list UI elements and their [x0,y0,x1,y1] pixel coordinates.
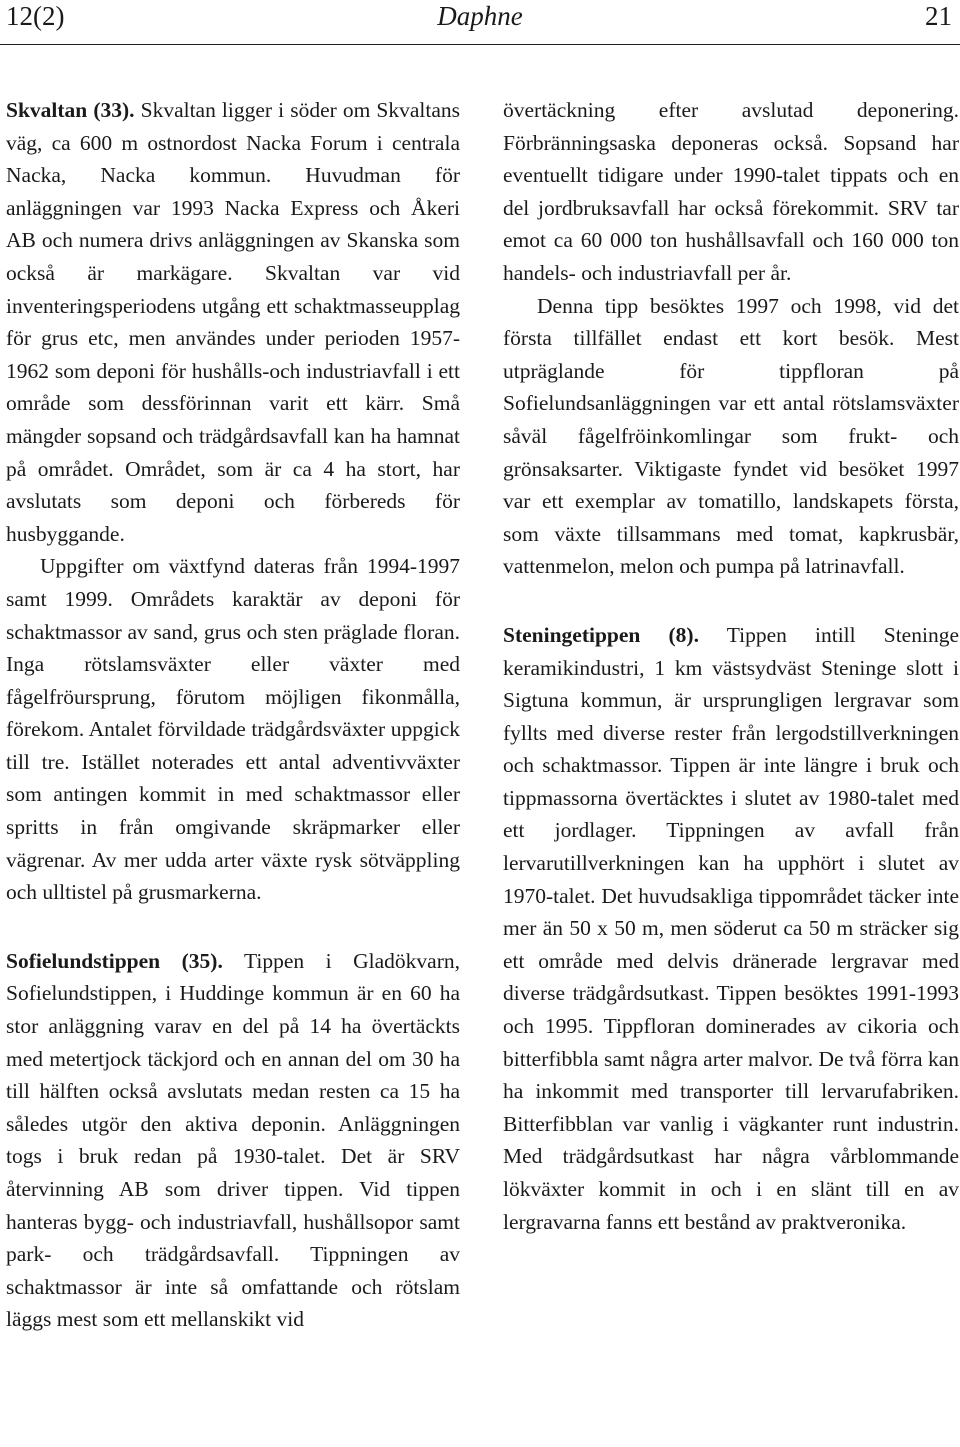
page-number: 21 [925,1,952,31]
running-head [0,0,960,40]
sofielund-heading: Sofielundstippen (35). [6,948,223,973]
steninge-paragraph [503,619,959,1238]
sofielund-paragraph-2: Denna tipp besöktes 1997 och 1998, vid det första tillfället endast ett kort besök. Mest utpräglande för tippfloran på Sofielundsanläggningen var ett antal rötslamsväxter såväl fågelfröinkomlingar som frukt- och grönsaksarter. Viktigaste fyndet vid besöket 1997 var ett exemplar av tomatillo, landskapets första, som växte tillsammans med tomat, kapkrusbär, vattenmelon, melon och pumpa på latrinavfall. [503,293,959,579]
skvaltan-text: Skvaltan ligger i söder om Skvaltans väg, ca 600 m ostnordost Nacka Forum i centrala Nacka, Nacka kommun. Huvudman för anläggningen var 1993 Nacka Express och Åkeri AB och numera drivs anläggningen av Skanska som också är markägare. Skvaltan var vid inventeringsperiodens utgång ett schaktmasseupplag för grus etc, men användes under perioden 1957-1962 som deponi för hushålls-och industriavfall i ett område som dessförinnan varit ett kärr. Små mängder sopsand och trädgårdsavfall kan ha hamnat på området. Området, som är ca 4 ha stort, har avslutats som deponi och förbereds för husbyggande. [6,98,461,546]
skvaltan-paragraph [6,94,460,550]
sofielund-paragraph [6,945,460,1336]
volume-issue: 12(2) [6,1,65,31]
skvaltan-paragraph-2: Uppgifter om växtfynd dateras från 1994-1997 samt 1999. Områdets karaktär av deponi för schaktmassor av sand, grus och sten präglade floran. Inga rötslamsväxter eller växter med fågelfröursprung, förutom möjligen fikonmålla, förekom. Antalet förvildade trädgårdsväxter uppgick till tre. Istället noterades ett antal adventivväxter som antingen kommit in med schaktmassor eller spritts in från omgivande skräpmarker eller vägrenar. Av mer udda arter växte rysk sötväppling och ulltistel på grusmarkerna. [6,554,460,905]
left-column [6,94,460,1336]
journal-title: Daphne [437,1,523,31]
right-column [503,94,959,1238]
sofielund-continuation: övertäckning efter avslutad deponering. Förbränningsaska deponeras också. Sopsand har eventuellt tidigare under 1990-talet tippats och en del jordbruksavfall har också förekommit. SRV tar emot ca 60 000 ton hushållsavfall och 160 000 ton handels- och industriavfall per år. [503,98,959,285]
steninge-text: Tippen intill Steninge keramikindustri, 1 km västsydväst Steninge slott i Sigtuna kommun, är ursprungligen lergravar som fyllts med diverse rester från lergodstillverkningen och schaktmassor. Tippen är inte längre i bruk och tippmassorna övertäcktes i slutet av 1980-talet med ett jordlager. Tippningen av avfall från lervarutillverkningen kan ha upphört i slutet av 1970-talet. Det huvudsakliga tippområdet täcker inte mer än 50 x 50 m, men söderut ca 50 m sträcker sig ett område med delvis dränerade lergravar med diverse trädgårdsutkast. Tippen besöktes 1991-1993 och 1995. Tippfloran dominerades av cikoria och bitterfibbla samt några arter malvor. De två förra kan ha inkommit med transporter till lervarufabriken. Bitterfibblan var vanlig i vägkanter runt industrin. Med trädgårdsutkast har några vårblommande lökväxter kommit in och i en slänt till en av lergravarna fanns ett bestånd av praktveronika. [503,622,959,1234]
steninge-heading: Steningetippen (8). [503,622,699,647]
header-rule [0,44,960,45]
sofielund-text: Tippen i Gladökvarn, Sofielundstippen, i Huddinge kommun är en 60 ha stor anläggning varav en del på 14 ha övertäckts med metertjock täckjord och en annan del om 30 ha till hälften också avslutats medan resten ca 15 ha således utgör den aktiva deponin. Anläggningen togs i bruk redan på 1930-talet. Det är SRV återvinning AB som driver tippen. Vid tippen hanteras bygg- och industriavfall, hushållsopor samt park- och trädgårdsavfall. Tippningen av schaktmassor är inte så omfattande och rötslam läggs mest som ett mellanskikt vid [6,948,460,1332]
skvaltan-heading: Skvaltan (33). [6,98,135,122]
